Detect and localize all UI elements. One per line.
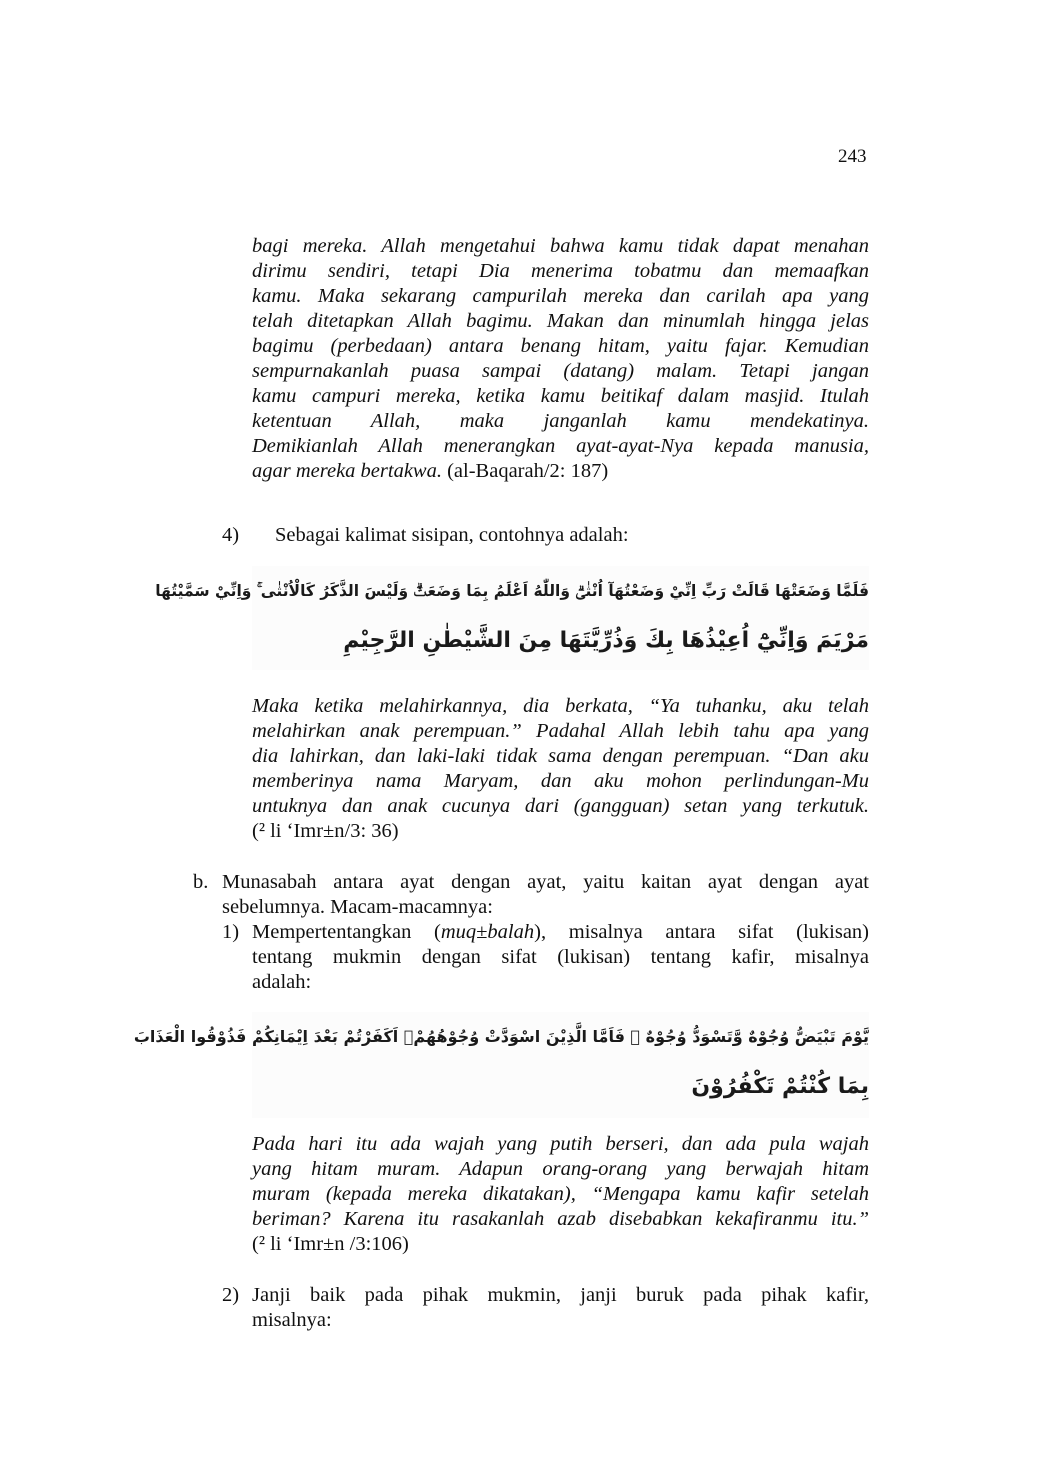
text-line: dirimu sendiri, tetapi Dia menerima tobatmu dan memaafkan: [252, 260, 869, 282]
text-line: untuknya dan anak cucunya dari (gangguan) setan yang terkutuk.: [252, 795, 869, 817]
text-line: memberinya nama Maryam, dan aku mohon perlindungan-Mu: [252, 770, 869, 792]
text-line: dia lahirkan, dan laki-laki tidak sama dengan perempuan. “Dan aku: [252, 745, 869, 767]
translation-paragraph-2: [252, 694, 869, 844]
term: muq±balah: [440, 921, 535, 943]
text-line: melahirkan anak perempuan.” Padahal Allah lebih tahu apa yang: [252, 720, 869, 742]
translation-paragraph-1: [252, 234, 869, 484]
arabic-verse-1: [155, 566, 869, 670]
text-line: adalah:: [252, 971, 312, 993]
text-line: Pada hari itu ada wajah yang putih berseri, dan ada pula wajah: [252, 1133, 869, 1155]
text-line: bagi mereka. Allah mengetahui bahwa kamu tidak dapat menahan: [252, 235, 869, 257]
text-line: yang hitam muram. Adapun orang-orang yang berwajah hitam: [252, 1158, 869, 1180]
text-line: Munasabah antara ayat dengan ayat, yaitu kaitan ayat dengan ayat: [222, 871, 869, 893]
text-line: sempurnakanlah puasa sampai (datang) malam. Tetapi jangan: [252, 360, 869, 382]
text-line: Maka ketika melahirkannya, dia berkata, “Ya tuhanku, aku telah: [252, 695, 869, 717]
text-line: Janji baik pada pihak mukmin, janji buruk pada pihak kafir,: [252, 1284, 869, 1306]
arabic-line: مَرْيَمَ وَاِنِّيْٓ اُعِيْذُهَا بِكَ وَذُرِّيَّتَهَا مِنَ الشَّيْطٰنِ الرَّجِيْمِ: [343, 628, 869, 653]
citation: (al-Baqarah/2: 187): [447, 460, 609, 482]
item-1-text: [252, 920, 869, 995]
text-line: agar mereka bertakwa.: [252, 460, 442, 482]
item-1-marker: 1): [222, 921, 240, 943]
item-2-marker: 2): [222, 1284, 240, 1306]
arabic-line: بِمَا كُنْتُمْ تَكْفُرُوْنَ: [691, 1074, 869, 1099]
translation-paragraph-3: [252, 1132, 869, 1257]
text-line: Demikianlah Allah menerangkan ayat-ayat-Nya kepada manusia,: [252, 435, 869, 457]
arabic-line: يَّوْمَ تَبْيَضُّ وُجُوْهٌ وَّتَسْوَدُّ وُجُوْهٌ ۚ فَاَمَّا الَّذِيْنَ اسْوَدَّتْ وُجُوْهُهُمْۗ اَكَفَرْتُمْ بَعْدَ اِيْمَانِكُمْ فَذُوْقُوا الْعَذَابَ: [133, 1027, 869, 1046]
arabic-line: فَلَمَّا وَضَعَتْهَا قَالَتْ رَبِّ اِنِّيْ وَضَعْتُهَآ اُنْثٰىۗ وَاللّٰهُ اَعْلَمُ بِمَا وَضَعَتْۗ وَلَيْسَ الذَّكَرُ كَالْاُنْثٰى ۚ وَاِنِّيْ سَمَّيْتُهَا: [155, 582, 869, 600]
text-fragment: Mempertentangkan (: [252, 921, 441, 943]
item-4-text: Sebagai kalimat sisipan, contohnya adalah:: [275, 524, 629, 546]
text-line: bagimu (perbedaan) antara benang hitam, yaitu fajar. Kemudian: [252, 335, 869, 357]
text-line: sebelumnya. Macam-macamnya:: [222, 896, 493, 918]
item-2-text: [252, 1283, 869, 1333]
text-line: kamu campuri mereka, ketika kamu beitikaf dalam masjid. Itulah: [252, 385, 869, 407]
text-line: misalnya:: [252, 1309, 332, 1331]
section-b-marker: b.: [193, 871, 209, 893]
arabic-verse-2: [133, 1012, 869, 1118]
text-line: tentang mukmin dengan sifat (lukisan) tentang kafir, misalnya: [252, 946, 869, 968]
text-fragment: ), misalnya antara sifat (lukisan): [534, 921, 869, 943]
text-line: telah ditetapkan Allah bagimu. Makan dan minumlah hingga jelas: [252, 310, 869, 332]
page-number: 243: [838, 146, 867, 167]
text-line: beriman? Karena itu rasakanlah azab disebabkan kekafiranmu itu.”: [252, 1208, 869, 1230]
text-line: kamu. Maka sekarang campurilah mereka dan carilah apa yang: [252, 285, 869, 307]
citation: (² li ‘Imr±n /3:106): [252, 1233, 409, 1255]
text-line: ketentuan Allah, maka janganlah kamu mendekatinya.: [252, 410, 869, 432]
citation: (² li ‘Imr±n/3: 36): [252, 820, 399, 842]
item-4-marker: 4): [222, 524, 240, 546]
section-b-text: [222, 870, 869, 920]
text-line: muram (kepada mereka dikatakan), “Mengapa kamu kafir setelah: [252, 1183, 869, 1205]
